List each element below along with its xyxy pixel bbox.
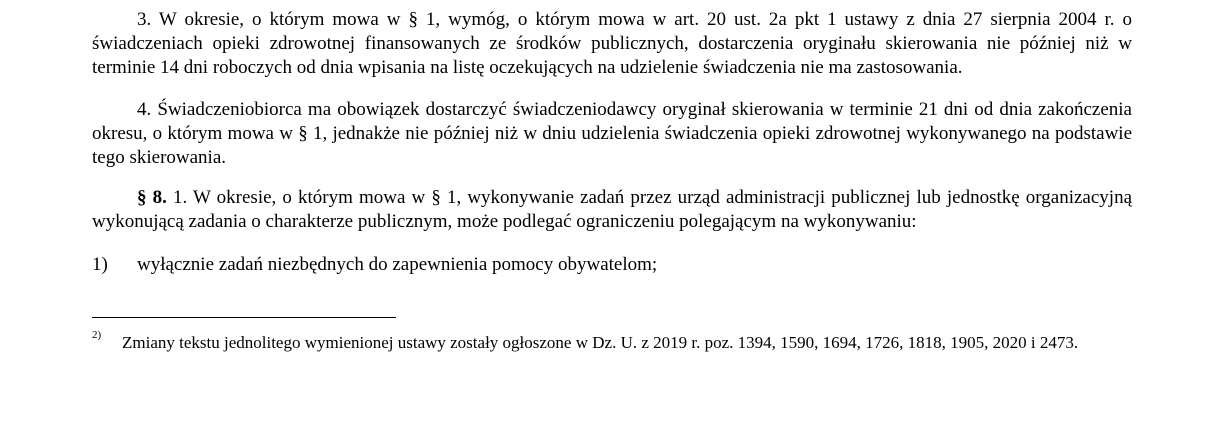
footnote-mark: 2): [92, 329, 102, 341]
list-item: [92, 253, 1132, 277]
paragraph-3: 3. W okresie, o którym mowa w § 1, wymóg, o którym mowa w art. 20 ust. 2a pkt 1 ustawy z dnia 27 sierpnia 2004 r. o świadczeniach opieki zdrowotnej finansowanych ze środków publicznych, dostarczenia oryginału skierowania nie później niż w terminie 14 dni roboczych od dnia wpisania na listę oczekujących na udzielenie świadczenia nie ma zastosowania.: [92, 9, 1132, 78]
section-number: § 8.: [137, 187, 167, 208]
section-8-text: 1. W okresie, o którym mowa w § 1, wykonywanie zadań przez urząd administracji publicznej lub jednostkę organizacyjną wykonującą zadania o charakterze publicznym, może podlegać ograniczeniu polegającym na wykonywaniu:: [92, 187, 1132, 232]
section-8-paragraph-1: [92, 186, 1132, 234]
list-item-text: wyłącznie zadań niezbędnych do zapewnienia pomocy obywatelom;: [137, 254, 658, 275]
footnote: [92, 331, 1132, 354]
paragraph-4: 4. Świadczeniobiorca ma obowiązek dostarczyć świadczeniodawcy oryginał skierowania w terminie 21 dni od dnia zakończenia okresu, o którym mowa w § 1, jednakże nie później niż w dniu udzielenia świadczenia opieki zdrowotnej wykonywanego na podstawie tego skierowania.: [92, 99, 1132, 168]
list-item-number: 1): [92, 254, 108, 275]
footnote-text: Zmiany tekstu jednolitego wymienionej ustawy zostały ogłoszone w Dz. U. z 2019 r. poz. 1394, 1590, 1694, 1726, 1818, 1905, 2020 i 2473.: [122, 333, 1079, 352]
footnote-separator: [92, 317, 396, 318]
